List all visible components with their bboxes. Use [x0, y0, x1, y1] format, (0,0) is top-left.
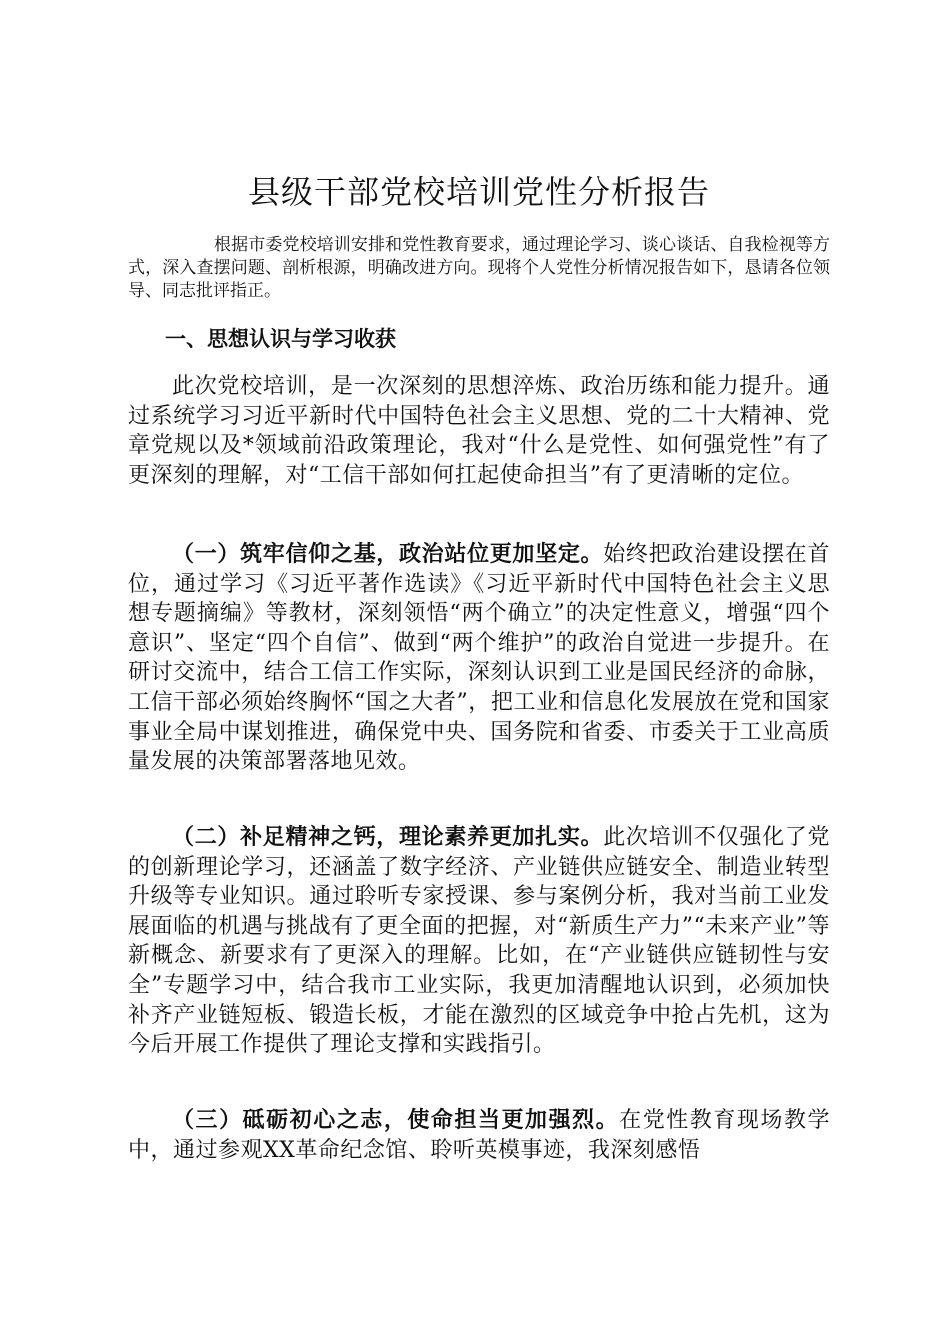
- subsection-heading-1: （一）筑牢信仰之基，政治站位更加坚定。: [172, 541, 604, 567]
- body-paragraph-4: [128, 1106, 830, 1165]
- body-paragraph-1: [128, 372, 830, 490]
- subsection-heading-2: （二）补足精神之钙，理论素养更加扎实。: [172, 824, 604, 850]
- paragraph-body: 此次党校培训，是一次深刻的思想淬炼、政治历练和能力提升。通过系统学习习近平新时代中国特色社会主义思想、党的二十大精神、党章党规以及*领域前沿政策理论，我对“什么是党性、如何强党性”有了更深刻的理解，对“工信干部如何扛起使命担当”有了更清晰的定位。: [128, 374, 830, 488]
- section-heading-1: 一、思想认识与学习收获: [165, 326, 396, 351]
- subsection-heading-3: （三）砥砺初心之志，使命担当更加强烈。: [172, 1107, 620, 1133]
- paragraph-body: 在党性教育现场教学中，通过参观XX革命纪念馆、聆听英模事迹，我深刻感悟: [128, 1108, 830, 1163]
- paragraph-body: 始终把政治建设摆在首位，通过学习《习近平著作选读》《习近平新时代中国特色社会主义思想专题摘编》等教材，深刻领悟“两个确立”的决定性意义，增强“四个意识”、坚定“四个自信”、做到“两个维护”的政治自觉进一步提升。在研讨交流中，结合工信工作实际，深刻认识到工业是国民经济的命脉，工信干部必须始终胸怀“国之大者”，把工业和信息化发展放在党和国家事业全局中谋划推进，确保党中央、国务院和省委、市委关于工业高质量发展的决策部署落地见效。: [128, 542, 830, 775]
- intro-paragraph: 根据市委党校培训安排和党性教育要求，通过理论学习、谈心谈话、自我检视等方式，深入查摆问题、剖析根源，明确改进方向。现将个人党性分析情况报告如下，恳请各位领导、同志批评指正。: [128, 235, 830, 301]
- paragraph-body: 此次培训不仅强化了党的创新理论学习，还涵盖了数字经济、产业链供应链安全、制造业转型升级等专业知识。通过聆听专家授课、参与案例分析，我对当前工业发展面临的机遇与挑战有了更全面的把握，对“新质生产力”“未来产业”等新概念、新要求有了更深入的理解。比如，在“产业链供应链韧性与安全”专题学习中，结合我市工业实际，我更加清醒地认识到，必须加快补齐产业链短板、锻造长板，才能在激烈的区域竞争中抢占先机，这为今后开展工作提供了理论支撑和实践指引。: [128, 825, 830, 1058]
- body-paragraph-2: [128, 540, 830, 777]
- body-paragraph-3: [128, 823, 830, 1060]
- document-title: 县级干部党校培训党性分析报告: [247, 173, 710, 211]
